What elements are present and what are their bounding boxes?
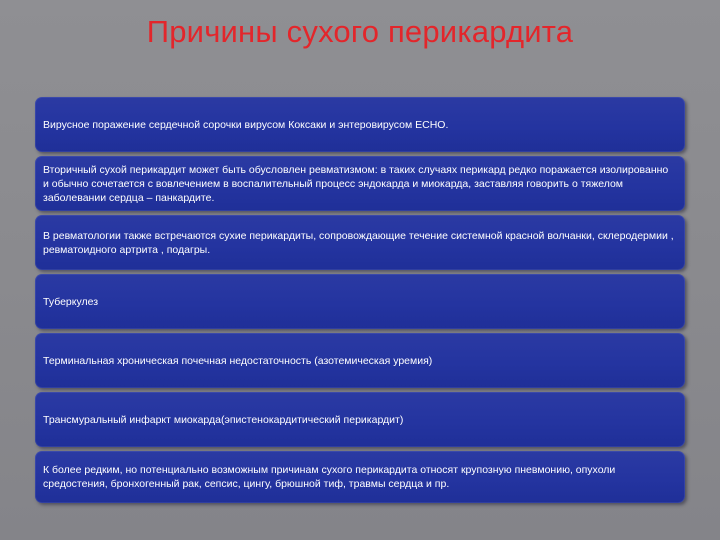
cause-text: Терминальная хроническая почечная недостаточность (азотемическая уремия) bbox=[43, 354, 433, 367]
cause-item bbox=[35, 392, 685, 447]
cause-item bbox=[35, 215, 685, 270]
cause-text: К более редким, но потенциально возможным причинам сухого перикардита относят крупозную пневмонию, опухоли средостения, бронхогенный рак, сепсис, цингу, брюшной тиф, травмы сердца и пр. bbox=[43, 464, 616, 490]
cause-text: Вирусное поражение сердечной сорочки вирусом Коксаки и энтеровирусом ECHO. bbox=[43, 118, 449, 131]
cause-item bbox=[35, 274, 685, 329]
cause-text: Туберкулез bbox=[43, 295, 99, 308]
cause-text: Вторичный сухой перикардит может быть обусловлен ревматизмом: в таких случаях перикард редко поражается изолированно и обычно сочетается с вовлечением в воспалительный процесс эндокарда и миокарда, заставляя говорить о тяжелом заболевании сердца – панкардите. bbox=[43, 163, 669, 204]
cause-text: Трансмуральный инфаркт миокарда(эпистенокардитический перикардит) bbox=[43, 413, 404, 426]
slide-title: Причины сухого перикардита bbox=[146, 14, 574, 49]
cause-text: В ревматологии также встречаются сухие перикардиты, сопровождающие течение системной красной волчанки, склеродермии , ревматоидного артрита , подагры. bbox=[43, 229, 674, 256]
cause-item bbox=[35, 451, 685, 503]
cause-item bbox=[35, 333, 685, 388]
cause-item bbox=[35, 156, 685, 211]
cause-item bbox=[35, 97, 685, 152]
